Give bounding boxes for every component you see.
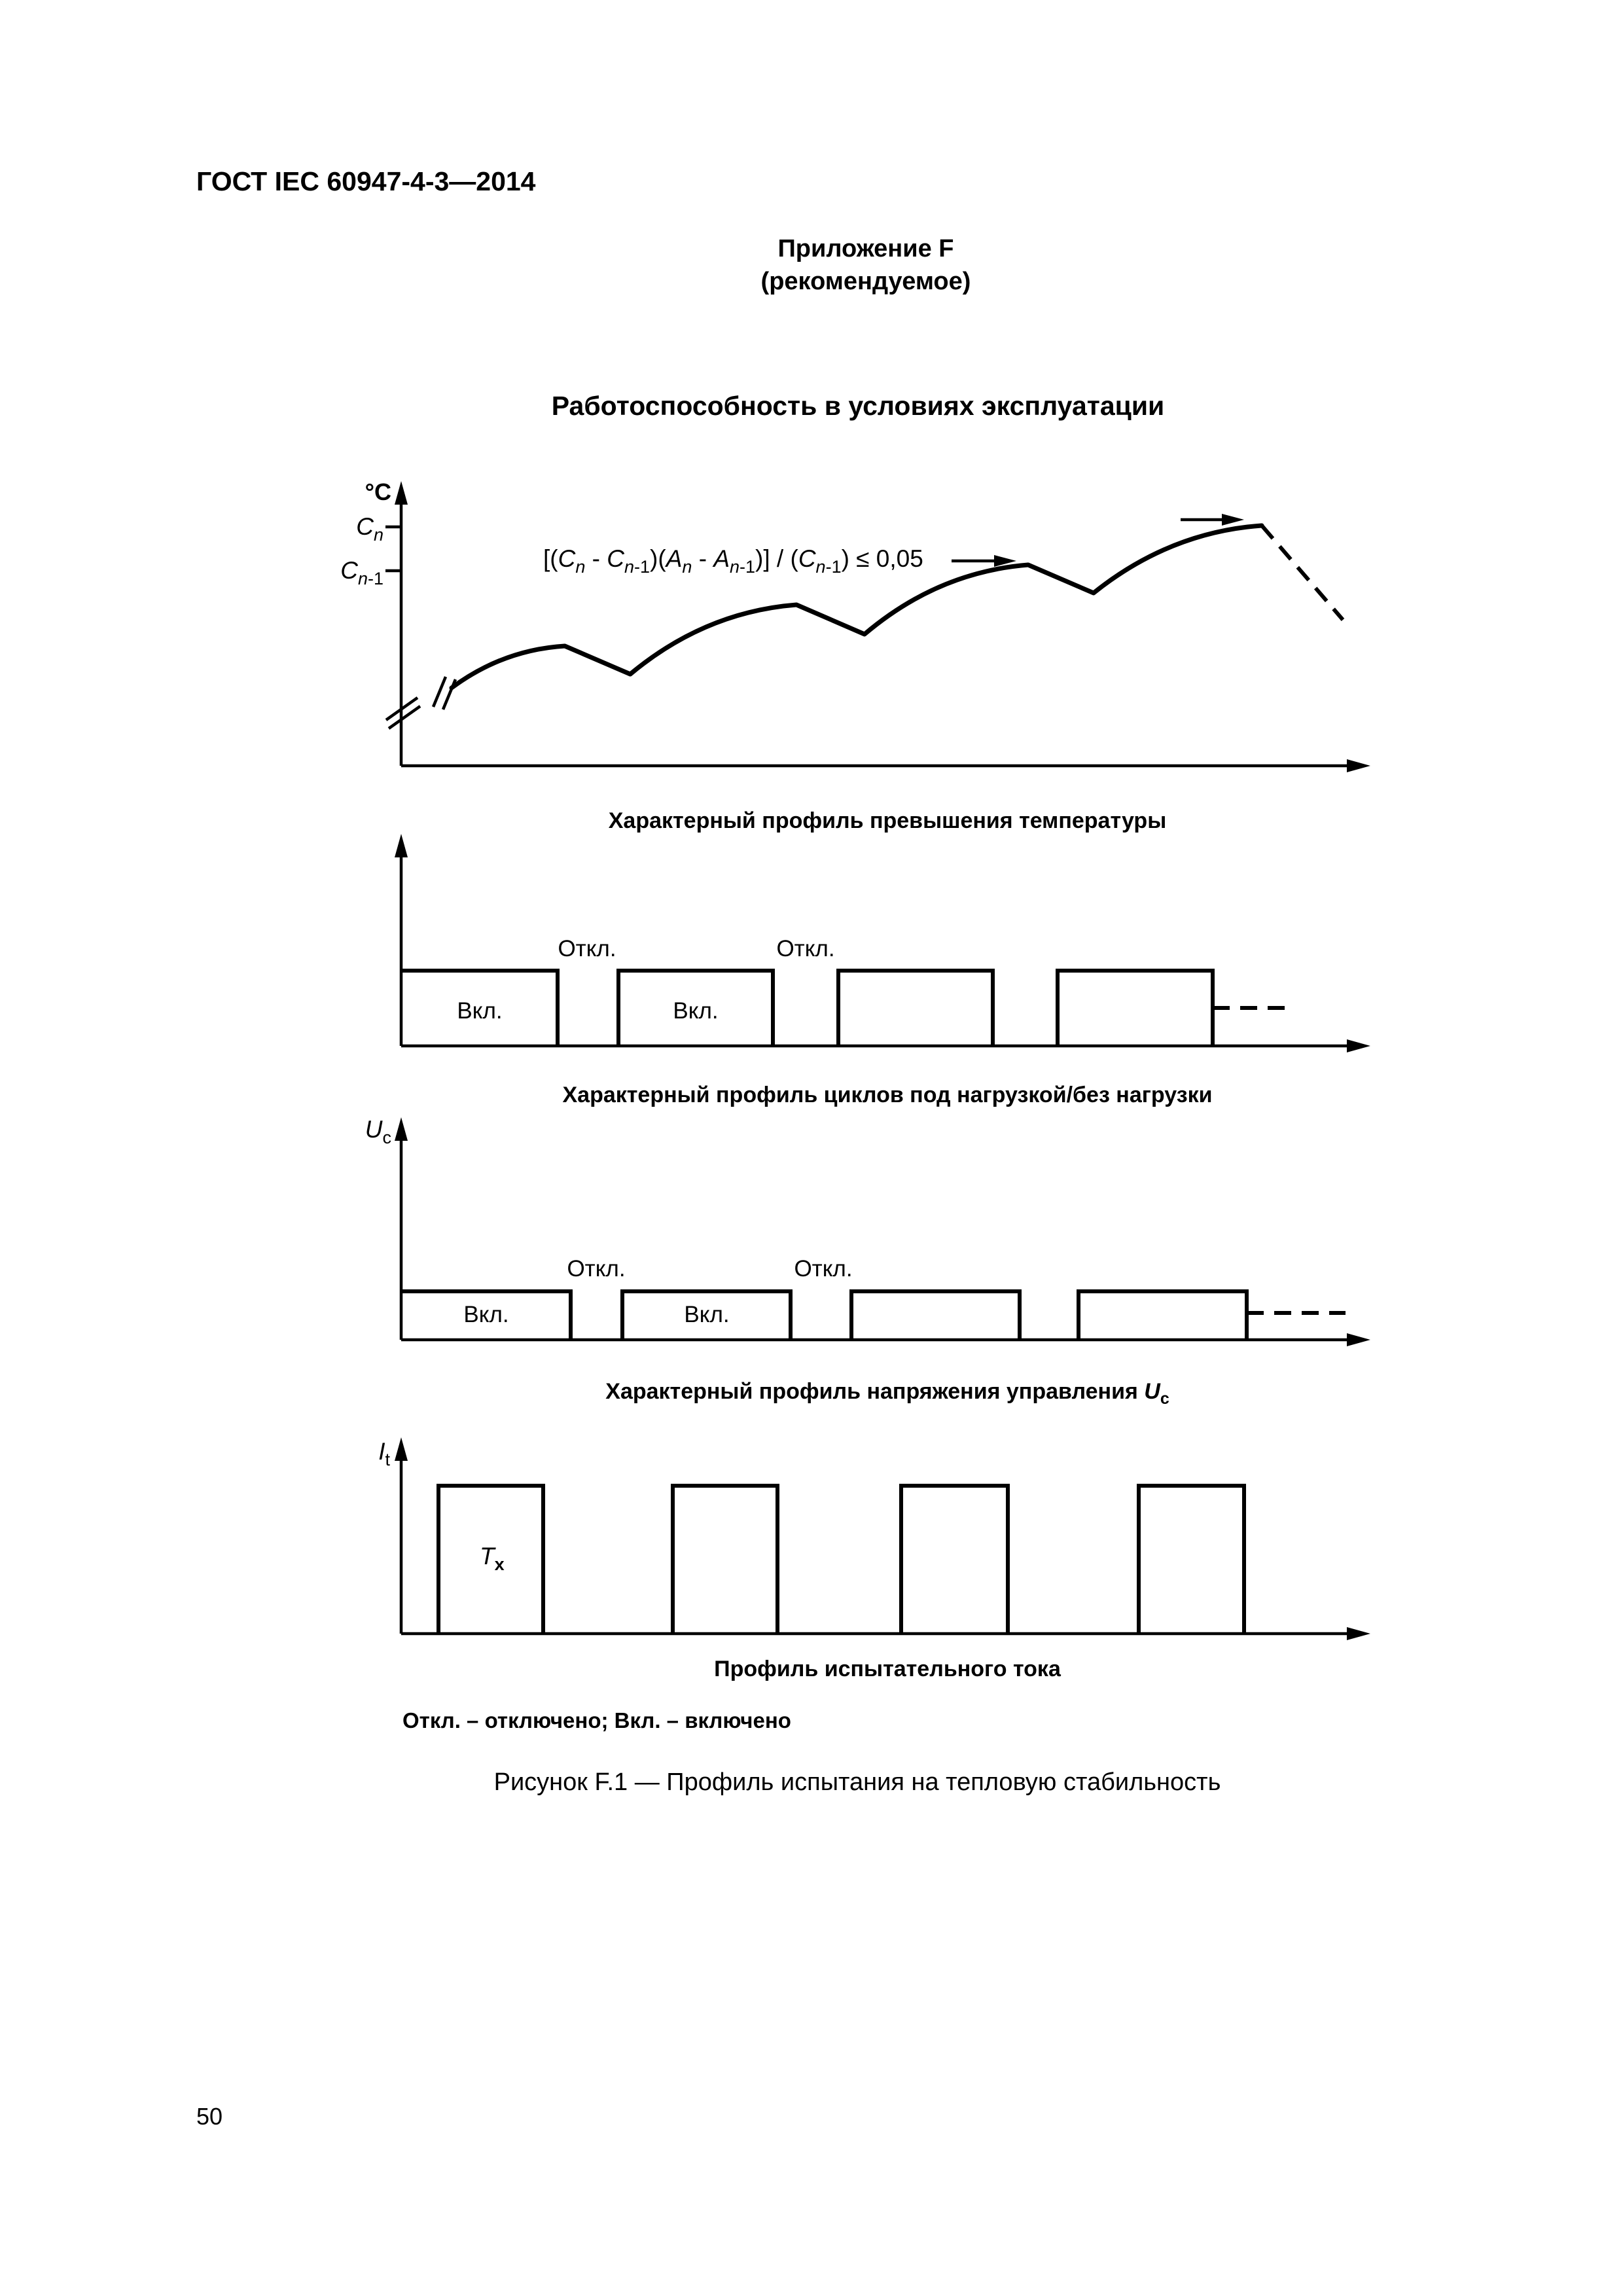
formula-part: n bbox=[815, 557, 826, 577]
x-axis-arrowhead bbox=[1347, 1627, 1370, 1640]
y-label-cn bbox=[356, 513, 383, 545]
formula-part: C bbox=[607, 545, 624, 572]
off-state-label: Откл. bbox=[567, 1256, 626, 1282]
temperature-rise-diagram bbox=[340, 478, 1370, 833]
pulse-duration-symbol: T bbox=[480, 1543, 495, 1570]
control-voltage-caption-text: Характерный профиль напряжения управления bbox=[605, 1379, 1145, 1404]
peak-pointer-arrowhead bbox=[1222, 514, 1244, 526]
formula-part: -1 bbox=[634, 557, 651, 577]
test-current-pulse bbox=[901, 1486, 1008, 1634]
y-label-cn-1 bbox=[340, 557, 383, 588]
control-voltage-caption-symbol: U bbox=[1144, 1379, 1160, 1404]
control-voltage-pulse bbox=[1079, 1291, 1247, 1340]
load-on-pulse bbox=[838, 971, 993, 1046]
control-voltage-caption-index: c bbox=[1160, 1390, 1169, 1408]
formula-part: - bbox=[692, 545, 714, 572]
annex-heading: Работоспособность в условиях эксплуатации bbox=[551, 391, 1165, 421]
y-label-cn-1-offset: -1 bbox=[367, 569, 383, 588]
y-label-it bbox=[378, 1438, 390, 1469]
y-label-uc-symbol: U bbox=[365, 1116, 383, 1143]
abbreviation-legend: Откл. – отключено; Вкл. – включено bbox=[402, 1708, 791, 1732]
y-label-it-symbol: I bbox=[378, 1438, 385, 1465]
y-axis-break-mark bbox=[389, 706, 420, 728]
on-state-label: Вкл. bbox=[463, 1302, 509, 1327]
formula-part: n bbox=[682, 557, 692, 577]
off-state-label: Откл. bbox=[558, 936, 616, 961]
pulse-duration-label bbox=[480, 1543, 505, 1574]
formula-part: C bbox=[558, 545, 576, 572]
control-voltage-pulse bbox=[851, 1291, 1020, 1340]
formula-part: )] / ( bbox=[755, 545, 798, 572]
y-label-cn-1-symbol: C bbox=[340, 557, 358, 584]
y-axis-arrowhead bbox=[395, 834, 408, 857]
formula-part: -1 bbox=[740, 557, 756, 577]
page-number: 50 bbox=[196, 2103, 223, 2130]
formula-part: )( bbox=[650, 545, 666, 572]
formula-part: C bbox=[798, 545, 816, 572]
formula-part: n bbox=[575, 557, 586, 577]
formula-part: [( bbox=[543, 545, 558, 572]
formula-part: ) ≤ 0,05 bbox=[841, 545, 923, 572]
document-designation: ГОСТ IEC 60947-4-3—2014 bbox=[196, 166, 536, 196]
temperature-profile-caption: Характерный профиль превышения температуры bbox=[608, 808, 1167, 833]
figure-caption: Рисунок F.1 — Профиль испытания на тепловую стабильность bbox=[493, 1768, 1221, 1796]
pulse-duration-index: x bbox=[494, 1554, 505, 1574]
control-voltage-caption bbox=[605, 1379, 1169, 1408]
formula-part: A bbox=[713, 545, 730, 572]
formula-part: - bbox=[585, 545, 607, 572]
load-cycle-diagram bbox=[395, 834, 1370, 1107]
formula-part: n bbox=[730, 557, 740, 577]
formula-part: A bbox=[666, 545, 683, 572]
y-label-uc bbox=[365, 1116, 391, 1147]
x-axis-arrowhead bbox=[1347, 759, 1370, 772]
control-voltage-diagram bbox=[365, 1116, 1370, 1408]
y-axis-arrowhead bbox=[395, 481, 408, 505]
on-state-label: Вкл. bbox=[684, 1302, 730, 1327]
curve-break-mark bbox=[433, 677, 446, 707]
load-on-pulse bbox=[1058, 971, 1213, 1046]
x-axis-arrowhead bbox=[1347, 1039, 1370, 1052]
y-label-cn-1-index: n bbox=[357, 569, 368, 588]
stability-criterion-formula bbox=[543, 545, 923, 577]
on-state-label: Вкл. bbox=[457, 998, 503, 1024]
y-label-it-index: t bbox=[385, 1450, 390, 1469]
load-cycle-caption: Характерный профиль циклов под нагрузкой/без нагрузки bbox=[562, 1083, 1213, 1107]
y-axis-unit-label: °C bbox=[365, 478, 391, 505]
off-state-label: Откл. bbox=[776, 936, 835, 961]
annex-title: Приложение F bbox=[777, 235, 954, 262]
on-state-label: Вкл. bbox=[673, 998, 719, 1024]
y-axis-arrowhead bbox=[395, 1117, 408, 1141]
formula-part: n bbox=[624, 557, 635, 577]
off-state-label: Откл. bbox=[794, 1256, 853, 1282]
formula-part: -1 bbox=[825, 557, 842, 577]
temperature-curve-continuation bbox=[1262, 526, 1343, 620]
y-label-cn-symbol: C bbox=[356, 513, 374, 540]
y-axis-arrowhead bbox=[395, 1437, 408, 1461]
test-current-pulse bbox=[1139, 1486, 1244, 1634]
y-label-uc-index: c bbox=[382, 1128, 391, 1147]
annex-status: (рекомендуемое) bbox=[760, 268, 971, 295]
x-axis-arrowhead bbox=[1347, 1333, 1370, 1346]
test-current-pulse bbox=[673, 1486, 777, 1634]
test-current-caption: Профиль испытательного тока bbox=[714, 1657, 1061, 1681]
test-current-diagram bbox=[378, 1437, 1370, 1681]
y-label-cn-index: n bbox=[373, 525, 383, 545]
